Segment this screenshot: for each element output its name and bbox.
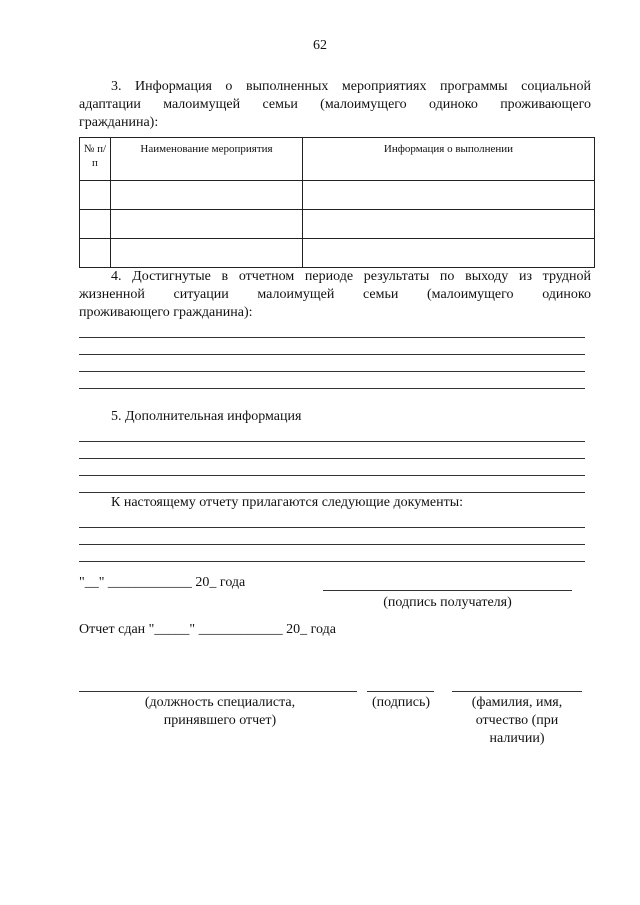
signature-label: (подпись) — [371, 695, 431, 710]
table-header-row — [80, 138, 595, 181]
attachments-fill-line[interactable] — [79, 527, 585, 528]
table-row — [80, 239, 595, 268]
section-4-fill-line[interactable] — [79, 371, 585, 372]
table-cell[interactable] — [80, 181, 111, 210]
table-cell[interactable] — [80, 239, 111, 268]
table-header-event-name-label: Наименование мероприятия — [140, 143, 273, 155]
recipient-signature-line[interactable] — [323, 590, 572, 591]
section-3-line-3: гражданина): — [79, 115, 159, 130]
section-4-line-1: 4. Достигнутые в отчетном периоде результаты по выходу из трудной — [111, 269, 591, 284]
report-submitted-date[interactable]: Отчет сдан "_____" ____________ 20_ года — [79, 622, 336, 637]
page-number: 62 — [313, 38, 327, 53]
section-5-fill-line[interactable] — [79, 492, 585, 493]
section-5-fill-line[interactable] — [79, 458, 585, 459]
table-header-event-name — [111, 138, 303, 181]
attachments-fill-line[interactable] — [79, 561, 585, 562]
table-header-completion-info-label: Информация о выполнении — [383, 143, 514, 155]
table-header-number-label: № п/п — [83, 143, 107, 169]
recipient-signature-label: (подпись получателя) — [383, 595, 512, 610]
date-field[interactable]: "__" ____________ 20_ года — [79, 575, 246, 590]
section-4-line-3: проживающего гражданина): — [79, 305, 253, 320]
signature-line[interactable] — [367, 691, 434, 692]
section-4-line-2: жизненной ситуации малоимущей семьи (малоимущего одиноко — [79, 287, 591, 302]
table-cell[interactable] — [303, 210, 595, 239]
section-3-text — [79, 78, 591, 132]
table-row — [80, 210, 595, 239]
attachments-fill-line[interactable] — [79, 544, 585, 545]
events-table — [79, 137, 595, 268]
attachments-title: К настоящему отчету прилагаются следующие документы: — [111, 495, 464, 510]
section-5-fill-line[interactable] — [79, 441, 585, 442]
position-signature-line[interactable] — [79, 691, 357, 692]
section-3-line-2: адаптации малоимущей семьи (малоимущего одиноко проживающего — [79, 97, 591, 112]
table-cell[interactable] — [303, 181, 595, 210]
table-row — [80, 181, 595, 210]
table-header-completion-info — [303, 138, 595, 181]
section-5-title: 5. Дополнительная информация — [111, 409, 302, 424]
section-3-line-1: 3. Информация о выполненных мероприятиях программы социальной — [111, 79, 591, 94]
section-4-fill-line[interactable] — [79, 354, 585, 355]
table-cell[interactable] — [111, 239, 303, 268]
section-5-fill-line[interactable] — [79, 475, 585, 476]
name-label: (фамилия, имя, отчество (при наличии) — [471, 695, 563, 746]
section-4-text — [79, 268, 591, 322]
table-cell[interactable] — [111, 210, 303, 239]
table-cell[interactable] — [80, 210, 111, 239]
position-label: (должность специалиста, принявшего отчет) — [144, 695, 296, 728]
table-header-number — [80, 138, 111, 181]
section-4-fill-line[interactable] — [79, 388, 585, 389]
name-signature-line[interactable] — [452, 691, 582, 692]
table-cell[interactable] — [111, 181, 303, 210]
table-cell[interactable] — [303, 239, 595, 268]
section-4-fill-line[interactable] — [79, 337, 585, 338]
